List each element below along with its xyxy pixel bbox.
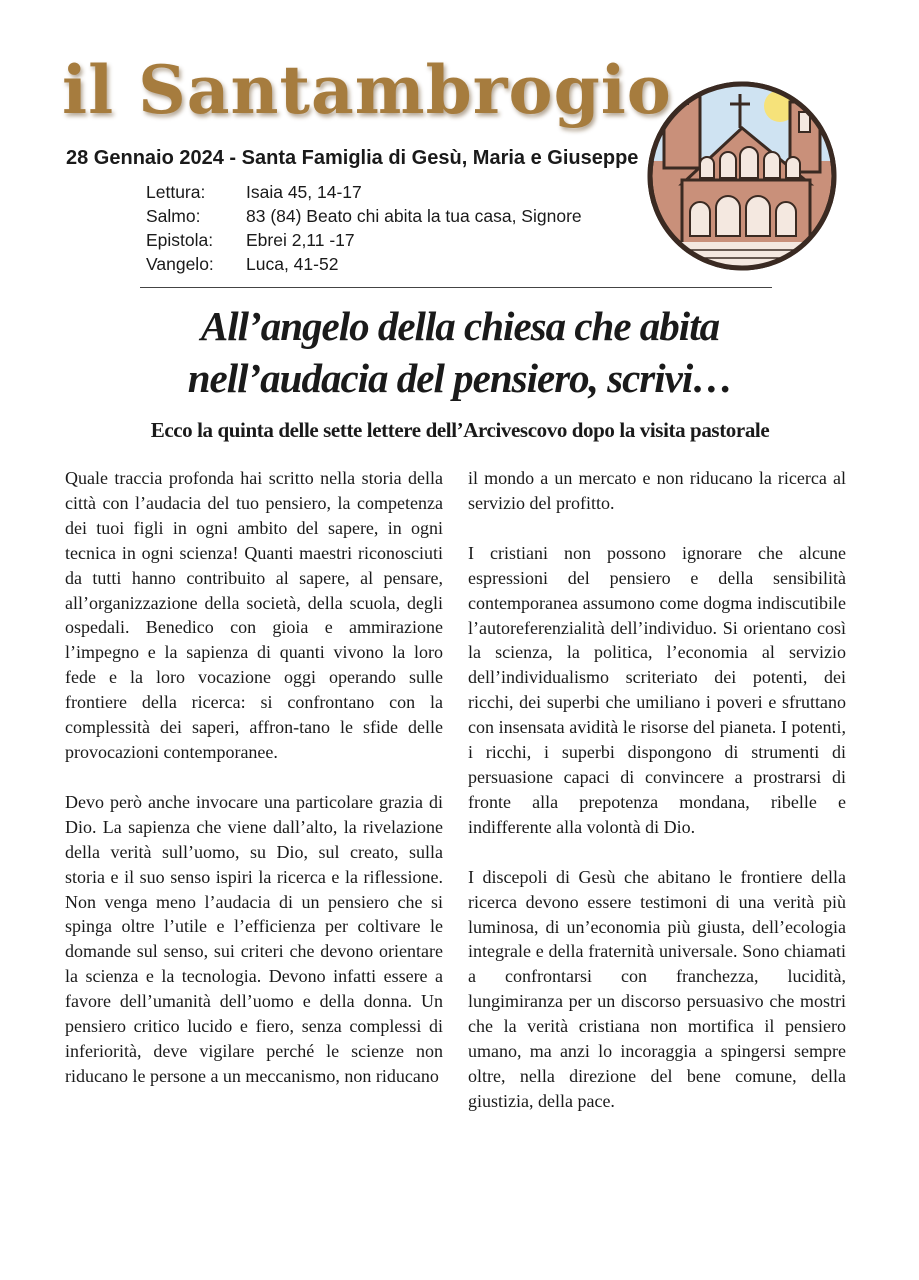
article-column-right <box>468 466 846 1114</box>
reading-value: Luca, 41-52 <box>246 254 339 274</box>
reading-row-epistola <box>146 228 582 252</box>
reading-value: Ebrei 2,11 -17 <box>246 230 355 250</box>
article-headline <box>60 300 860 404</box>
reading-value: 83 (84) Beato chi abita la tua casa, Signore <box>246 206 582 226</box>
paragraph: il mondo a un mercato e non riducano la ricerca al servizio del profitto. <box>468 468 846 513</box>
basilica-icon <box>642 66 842 272</box>
reading-row-salmo <box>146 204 582 228</box>
reading-label: Salmo: <box>146 206 201 226</box>
reading-label: Vangelo: <box>146 254 214 274</box>
issue-date-line: 28 Gennaio 2024 - Santa Famiglia di Gesù, Maria e Giuseppe <box>66 147 639 169</box>
paragraph: Quale traccia profonda hai scritto nella storia della città con l’audacia del tuo pensiero, la competenza dei tuoi figli in ogni ambito del sapere, in ogni tecnica in ogni scienza! Quanti maestri riconosciuti da tutti hanno contribuito al sapere, al pensare, all’organizzazione della società, della scuola, degli ospedali. Benedico con gioia e ammirazione l’impegno e la sapienza di quanti vivono la loro fede e la loro vocazione oggi operando sulle frontiere della ricerca: si confrontano con la complessità dei saperi, affron-tano le sfide delle provocazioni contemporanee. <box>65 468 443 762</box>
headline-line: nell’audacia del pensiero, scrivi… <box>187 355 733 401</box>
paragraph: Devo però anche invocare una particolare grazia di Dio. La sapienza che viene dall’alto, la rivelazione della verità sull’uomo, su Dio, sul creato, sulla storia e il suo senso ispiri la ricerca e la riflessione. Non venga meno l’audacia di un pensiero che si spinga oltre l’utile e l’efficienza per coltivare le domande sul senso, sui criteri che devono orientare la scienza e la tecnologia. Devono infatti essere a favore dell’umanità dell’uomo e della donna. Un pensiero critico lucido e fiero, senza complessi di inferiorità, deve vigilare perché le scienze non riducano le persone a un meccanismo, non riducano <box>65 791 443 1086</box>
headline-line: All’angelo della chiesa che abita <box>200 303 720 349</box>
paragraph: I discepoli di Gesù che abitano le frontiere della ricerca devono essere testimoni di una verità più luminosa, di un’economia più giusta, dell’ecologia integrale e della fraternità universale. Sono chiamati a confrontarsi con franchezza, lucidità, lungimiranza per un discorso persuasivo che mostri che la verità cristiana non mortifica il pensiero umano, ma anzi lo incoraggia a spingersi sempre oltre, nella direzione del bene comune, della giustizia, della pace. <box>468 866 846 1111</box>
article-column-left <box>65 466 443 1089</box>
reading-value: Isaia 45, 14-17 <box>246 182 362 202</box>
reading-row-lettura <box>146 180 582 204</box>
readings-list <box>146 180 582 276</box>
reading-row-vangelo <box>146 252 582 276</box>
reading-label: Epistola: <box>146 230 214 250</box>
paragraph: I cristiani non possono ignorare che alcune espressioni del pensiero e della sensibilità contemporanea assumono come dogma indiscutibile l’autoreferenzialità dell’individuo. Si orientano così la scienza, la politica, l’economia al servizio dell’individualismo scriteriato dei potenti, dei ricchi, dei superbi che umiliano i poveri e sfruttano con insensata avidità le risorse del pianeta. I potenti, i ricchi, i superbi dispongono di strumenti di persuasione capaci di convincere a prostrarsi di fronte alla prepotenza mondana, ribelle e indifferente alla volontà di Dio. <box>468 542 846 837</box>
reading-label: Lettura: <box>146 182 206 202</box>
header-divider <box>140 287 772 288</box>
article-subhead: Ecco la quinta delle sette lettere dell’Arcivescovo dopo la visita pastorale <box>150 418 770 442</box>
masthead-title: il Santambrogio <box>62 51 672 129</box>
